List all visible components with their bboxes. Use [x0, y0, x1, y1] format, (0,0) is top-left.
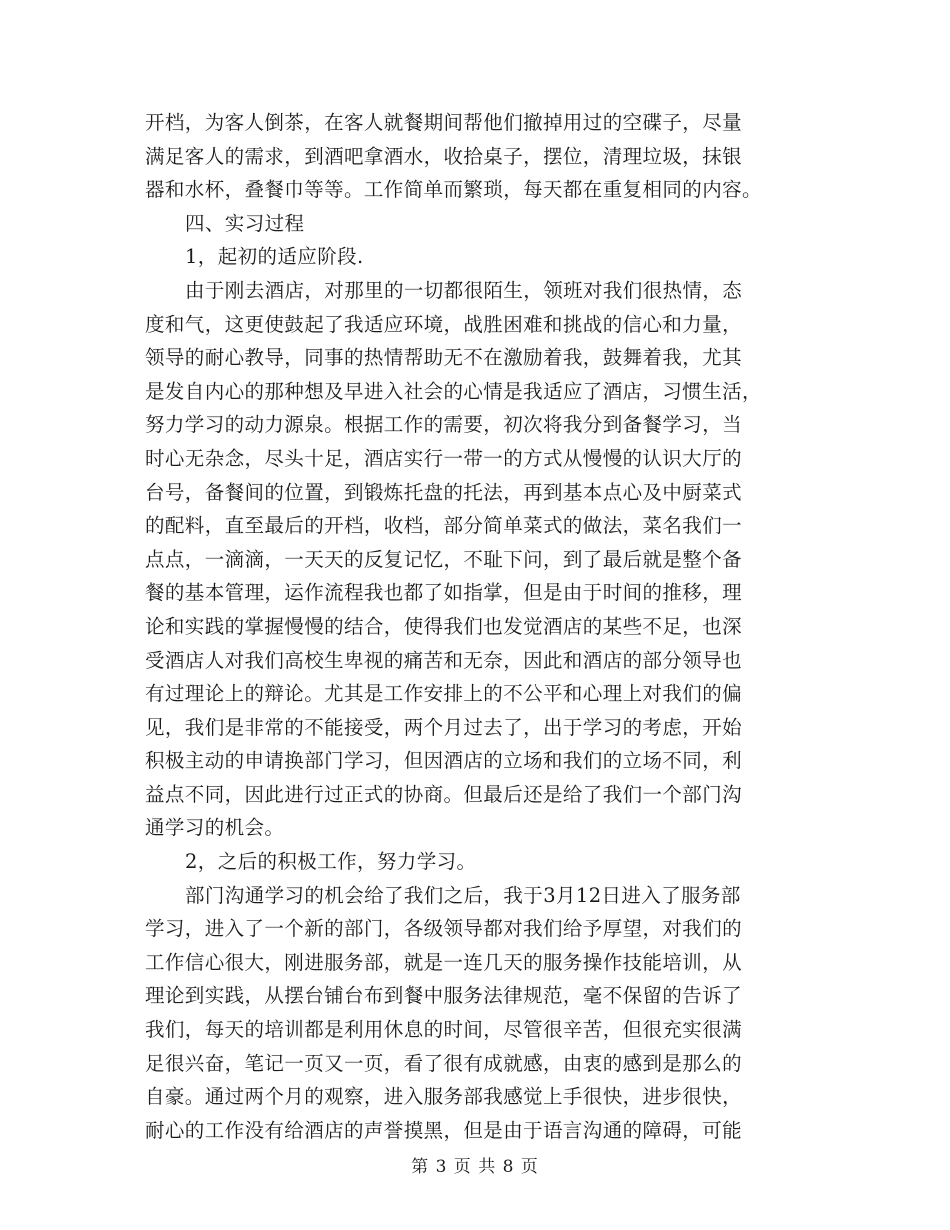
- text-line: 领导的耐心教导，同事的热情帮助无不在激励着我，鼓舞着我，尤其: [145, 346, 743, 370]
- text-line: 努力学习的动力源泉。根据工作的需要，初次将我分到备餐学习，当: [145, 413, 743, 437]
- text-line: 自豪。通过两个月的观察，进入服务部我感觉上手很快，进步很快，: [145, 1085, 743, 1109]
- text-line: 点点，一滴滴，一天天的反复记忆，不耻下问，到了最后就是整个备: [145, 547, 743, 571]
- text-line: 工作信心很大，刚进服务部，就是一连几天的服务操作技能培训，从: [145, 950, 743, 974]
- text-line: 我们，每天的培训都是利用休息的时间，尽管很辛苦，但很充实很满: [145, 1018, 743, 1042]
- text-line: 耐心的工作没有给酒店的声誉摸黑，但是由于语言沟通的障碍，可能: [145, 1118, 743, 1142]
- text-line: 是发自内心的那种想及早进入社会的心情是我适应了酒店，习惯生活，: [145, 379, 762, 403]
- subsection-heading: 1，起初的适应阶段.: [185, 245, 364, 269]
- text-line: 学习，进入了一个新的部门，各级领导都对我们给予厚望，对我们的: [145, 917, 743, 941]
- text-line: 通学习的机会。: [145, 816, 285, 840]
- text-line: 时心无杂念，尽头十足，酒店实行一带一的方式从慢慢的认识大厅的: [145, 446, 743, 470]
- text-line: 餐的基本管理，运作流程我也都了如指掌，但是由于时间的推移，理: [145, 581, 743, 605]
- body-text: [145, 106, 825, 1147]
- text-line: 器和水杯，叠餐巾等等。工作简单而繁琐，每天都在重复相同的内容。: [145, 178, 762, 202]
- text-line: 开档，为客人倒茶，在客人就餐期间帮他们撤掉用过的空碟子，尽量: [145, 111, 743, 134]
- text-line: 有过理论上的辩论。尤其是工作安排上的不公平和心理上对我们的偏: [145, 682, 743, 706]
- subsection-heading: 2，之后的积极工作，努力学习。: [185, 850, 477, 874]
- page-number-footer: 第 3 页 共 8 页: [411, 1157, 539, 1177]
- text-line: 益点不同，因此进行过正式的协商。但最后还是给了我们一个部门沟: [145, 782, 743, 806]
- text-line: 部门沟通学习的机会给了我们之后，我于3月12日进入了服务部: [185, 883, 741, 907]
- text-line: 度和气，这更使鼓起了我适应环境，战胜困难和挑战的信心和力量，: [145, 312, 743, 336]
- section-heading: 四、实习过程: [185, 211, 305, 235]
- text-line: 的配料，直至最后的开档，收档，部分简单菜式的做法，菜名我们一: [145, 514, 743, 538]
- text-line: 受酒店人对我们高校生卑视的痛苦和无奈，因此和酒店的部分领导也: [145, 648, 743, 672]
- text-line: 台号，备餐间的位置，到锻炼托盘的托法，再到基本点心及中厨菜式: [145, 480, 743, 504]
- text-line: 满足客人的需求，到酒吧拿酒水，收拾桌子，摆位，清理垃圾，抹银: [145, 144, 743, 168]
- text-line: 论和实践的掌握慢慢的结合，使得我们也发觉酒店的某些不足，也深: [145, 614, 743, 638]
- text-line: 理论到实践，从摆台铺台布到餐中服务法律规范，毫不保留的告诉了: [145, 984, 743, 1008]
- text-line: 由于刚去酒店，对那里的一切都很陌生，领班对我们很热情，态: [185, 278, 743, 302]
- text-line: 足很兴奋，笔记一页又一页，看了很有成就感，由衷的感到是那么的: [145, 1051, 743, 1075]
- text-line: 积极主动的申请换部门学习，但因酒店的立场和我们的立场不同，利: [145, 749, 743, 773]
- text-line: 见，我们是非常的不能接受，两个月过去了，出于学习的考虑，开始: [145, 715, 743, 739]
